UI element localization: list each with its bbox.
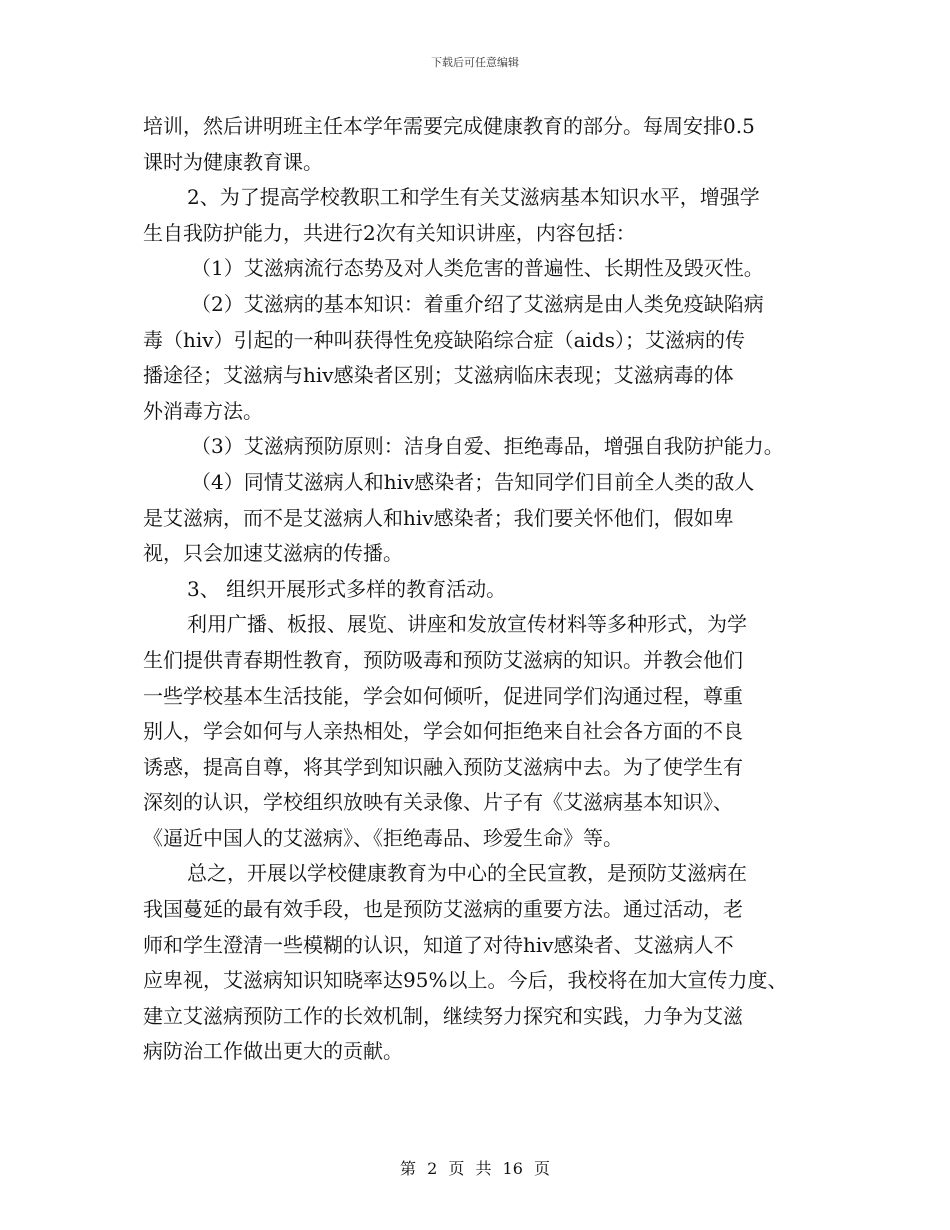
text-line: （3）艾滋病预防原则：洁身自爱、拒绝毒品，增强自我防护能力。 bbox=[191, 434, 784, 459]
text-line: 总之，开展以学校健康教育为中心的全民宣教，是预防艾滋病在 bbox=[187, 861, 747, 886]
text-line: 是艾滋病，而不是艾滋病人和hiv感染者；我们要关怀他们，假如卑 bbox=[143, 505, 734, 530]
text-line: 3、 组织开展形式多样的教育活动。 bbox=[187, 576, 507, 601]
text-line: 生自我防护能力，共进行2次有关知识讲座，内容包括： bbox=[143, 220, 636, 245]
text-line: 外消毒方法。 bbox=[143, 398, 263, 423]
text-line: 一些学校基本生活技能，学会如何倾听，促进同学们沟通过程，尊重 bbox=[143, 683, 743, 708]
text-line: （4）同情艾滋病人和hiv感染者；告知同学们目前全人类的敌人 bbox=[191, 469, 755, 494]
page-number-footer: 第 2 页 共 16 页 bbox=[400, 1159, 550, 1178]
text-line: 2、为了提高学校教职工和学生有关艾滋病基本知识水平，增强学 bbox=[187, 185, 760, 210]
text-line: 培训，然后讲明班主任本学年需要完成健康教育的部分。每周安排0.5 bbox=[143, 114, 755, 138]
text-line: 生们提供青春期性教育，预防吸毒和预防艾滋病的知识。并教会他们 bbox=[143, 647, 743, 672]
text-line: 建立艾滋病预防工作的长效机制，继续努力探究和实践，力争为艾滋 bbox=[143, 1003, 743, 1028]
text-line: （1）艾滋病流行态势及对人类危害的普遍性、长期性及毁灭性。 bbox=[191, 256, 764, 281]
text-line: 诱惑，提高自尊，将其学到知识融入预防艾滋病中去。为了使学生有 bbox=[143, 754, 743, 779]
text-line: 我国蔓延的最有效手段，也是预防艾滋病的重要方法。通过活动，老 bbox=[143, 897, 743, 922]
text-line: 深刻的认识，学校组织放映有关录像、片子有《艾滋病基本知识》、 bbox=[143, 790, 733, 815]
text-line: 应卑视，艾滋病知识知晓率达95%以上。今后，我校将在加大宣传力度、 bbox=[143, 968, 788, 993]
text-line: 视，只会加速艾滋病的传播。 bbox=[143, 541, 403, 566]
text-line: 师和学生澄清一些模糊的认识，知道了对待hiv感染者、艾滋病人不 bbox=[143, 932, 734, 957]
text-line: 课时为健康教育课。 bbox=[143, 149, 323, 174]
document-body bbox=[143, 109, 823, 1070]
text-line: 播途径；艾滋病与hiv感染者区别；艾滋病临床表现；艾滋病毒的体 bbox=[143, 363, 734, 388]
page-header: 下载后可任意编辑 bbox=[431, 56, 519, 69]
text-line: 《逼近中国人的艾滋病》、《拒绝毒品、珍爱生命》等。 bbox=[143, 825, 623, 850]
text-line: 病防治工作做出更大的贡献。 bbox=[143, 1039, 403, 1064]
text-line: 别人，学会如何与人亲热相处，学会如何拒绝来自社会各方面的不良 bbox=[143, 719, 743, 744]
text-line: 利用广播、板报、展览、讲座和发放宣传材料等多种形式，为学 bbox=[187, 612, 747, 637]
text-line: （2）艾滋病的基本知识：着重介绍了艾滋病是由人类免疫缺陷病 bbox=[191, 291, 764, 316]
text-line: 毒（hiv）引起的一种叫获得性免疫缺陷综合症（aids）；艾滋病的传 bbox=[143, 327, 745, 352]
